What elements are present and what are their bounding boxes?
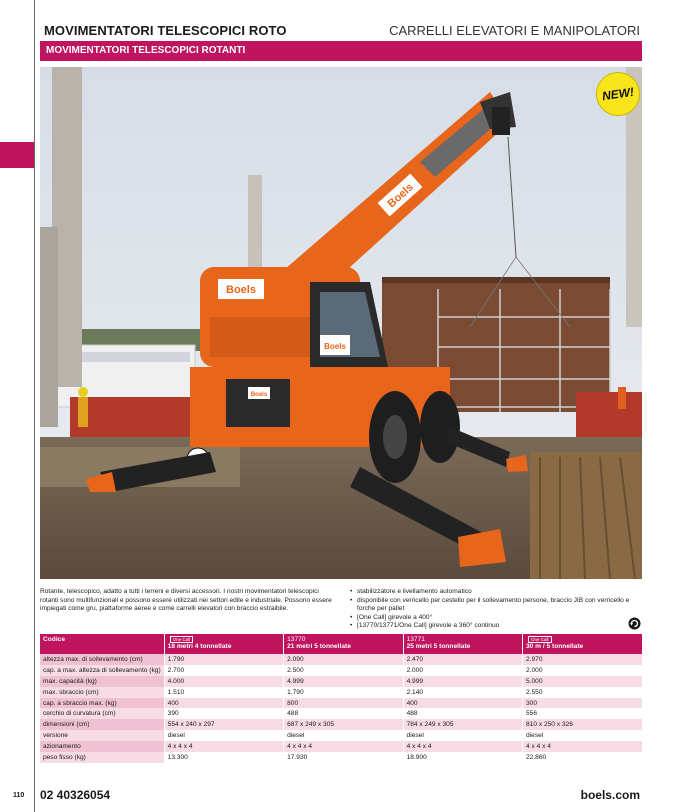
column-header [523,634,642,654]
table-row [40,676,642,687]
table-cell: 810 x 250 x 326 [523,719,642,730]
table-row [40,708,642,719]
table-cell: diesel [164,730,283,741]
table-cell: 5.000 [523,676,642,687]
table-cell: 2.090 [284,654,403,665]
table-row [40,698,642,709]
rotation-360-icon [628,617,641,630]
table-cell: 4 x 4 x 4 [164,741,283,752]
column-subtitle: 18 metri 4 tonnellate [167,643,232,651]
row-label: max. sbraccio (cm) [40,687,164,698]
table-cell: 1.790 [164,654,283,665]
page-title: MOVIMENTATORI TELESCOPICI ROTO [44,23,287,38]
chapter-tab [0,142,34,168]
body-logo: Boels [226,284,256,296]
table-row [40,687,642,698]
table-cell: 4.999 [403,676,522,687]
feature-list [350,588,642,631]
section-bar: MOVIMENTATORI TELESCOPICI ROTANTI [40,41,642,61]
table-cell: 1.510 [164,687,283,698]
spec-table [40,634,642,763]
table-cell: 556 [523,708,642,719]
row-label: azionamento [40,741,164,752]
column-subtitle: 30 m / 5 tonnellate [526,643,584,651]
table-cell: 4 x 4 x 4 [284,741,403,752]
table-row [40,654,642,665]
page-number: 110 [13,792,25,799]
table-cell: 22.860 [523,752,642,763]
row-label: altezza max. di sollevamento (cm) [40,654,164,665]
column-subtitle: 25 metri 5 tonnellate [406,643,471,650]
website-link[interactable]: boels.com [580,788,640,802]
table-cell: 18.900 [403,752,522,763]
table-cell: 554 x 240 x 297 [164,719,283,730]
table-cell: 390 [164,708,283,719]
table-cell: 2.140 [403,687,522,698]
column-header [164,634,283,654]
table-cell: 488 [403,708,522,719]
feature-item: • disponibile con verricello per cestello per il sollevamento persone, braccio JIB con verricello e forche per pallet [350,597,642,614]
table-cell: 800 [284,698,403,709]
column-code: 13770 [287,636,306,643]
table-cell: 2.970 [523,654,642,665]
table-row [40,741,642,752]
table-cell: 400 [403,698,522,709]
phone-number[interactable]: 02 40326054 [40,788,111,802]
table-cell: 2.700 [164,665,283,676]
table-cell: 2.000 [523,665,642,676]
table-cell: 2.470 [403,654,522,665]
column-code: 13771 [406,636,425,643]
table-row [40,665,642,676]
row-label: cap. a max. altezza di sollevamento (kg) [40,665,164,676]
table-cell: 1.790 [284,687,403,698]
table-cell: 784 x 249 x 305 [403,719,522,730]
table-cell: diesel [284,730,403,741]
table-row [40,730,642,741]
table-cell: 4.000 [164,676,283,687]
table-cell: diesel [403,730,522,741]
new-badge: NEW! [593,69,643,119]
row-label: versione [40,730,164,741]
column-subtitle: 21 metri 5 tonnellate [287,643,351,650]
table-cell: 2.500 [284,665,403,676]
one-call-tag: One Call [528,636,552,643]
one-call-tag: One Call [170,636,194,643]
table-cell: diesel [523,730,642,741]
category-title: CARRELLI ELEVATORI E MANIPOLATORI [389,23,640,38]
row-label: dimensioni (cm) [40,719,164,730]
table-cell: 488 [284,708,403,719]
feature-item: • stabilizzatore e livellamento automatico [350,588,642,597]
cab-logo: Boels [324,342,346,351]
row-label: cap. a sbraccio max. (kg) [40,698,164,709]
column-header [284,634,403,654]
row-label: cerchio di curvatura (cm) [40,708,164,719]
table-cell: 2.000 [403,665,522,676]
row-label: max. capacità (kg) [40,676,164,687]
table-cell: 400 [164,698,283,709]
product-description: Rotante, telescopico, adatto a tutti i terreni e diversi accessori. I nostri movimentatori telescopici rotanti sono multifunzionali e possono essere utilizzati nei settori edile e industriale. Possono essere impiegati come gru, piattaforme aeree e come carrelli elevatori con braccio estraibile. [40,588,332,613]
table-cell: 17.930 [284,752,403,763]
table-cell: 2.550 [523,687,642,698]
side-logo: Boels [250,392,268,398]
boom-logo: Boels [385,181,416,211]
left-margin-rule [34,0,35,812]
product-photo [40,67,642,579]
column-header [403,634,522,654]
table-row [40,752,642,763]
table-row [40,719,642,730]
table-cell: 4.999 [284,676,403,687]
feature-item: • [One Call] girevole a 400° [350,614,642,623]
feature-item: • [13770/13771/One Call] girevole a 360° continuo [350,622,642,631]
row-label: peso fisso (kg) [40,752,164,763]
table-cell: 687 x 249 x 305 [284,719,403,730]
table-cell: 4 x 4 x 4 [523,741,642,752]
header-code-label: Codice [40,634,164,654]
table-cell: 300 [523,698,642,709]
table-cell: 4 x 4 x 4 [403,741,522,752]
spec-table-header [40,634,642,654]
table-cell: 13.300 [164,752,283,763]
